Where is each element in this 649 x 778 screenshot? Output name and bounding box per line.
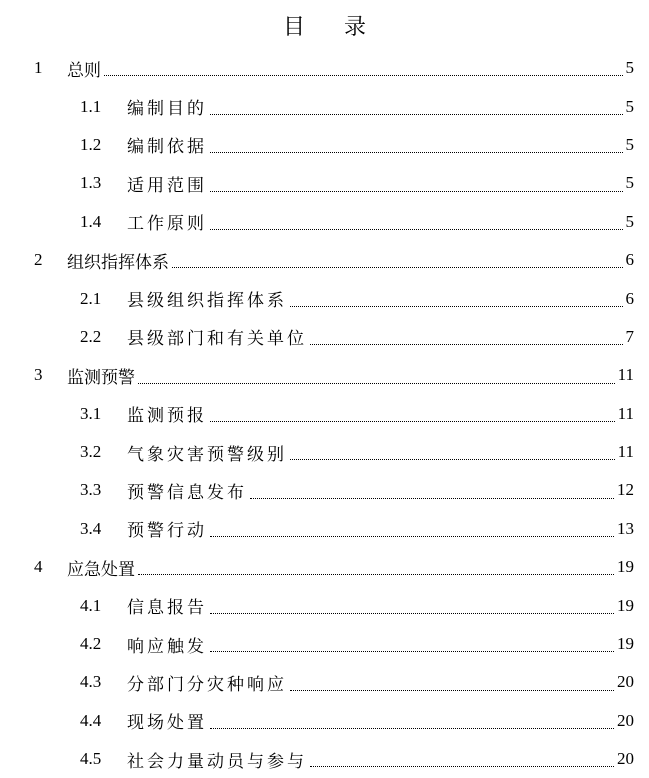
toc-section-entry[interactable] xyxy=(0,87,649,125)
toc-entry-number: 2.1 xyxy=(80,288,102,308)
toc-entry-page-number: 20 xyxy=(617,749,634,769)
dot-leader xyxy=(210,114,623,115)
toc-entry-label: 县级部门和有关单位 xyxy=(127,329,307,350)
toc-entry-label: 信息报告 xyxy=(127,598,207,619)
toc-entry-page-number: 5 xyxy=(625,58,634,78)
toc-section-entry[interactable] xyxy=(0,663,649,701)
toc-entry-page-number: 11 xyxy=(617,442,634,462)
toc-entry-page-number: 6 xyxy=(625,250,634,270)
toc-chapter-entry[interactable] xyxy=(0,241,649,279)
toc-entry-label: 工作原则 xyxy=(127,214,207,235)
toc-section-entry[interactable] xyxy=(0,126,649,164)
toc-entry-number: 1.2 xyxy=(80,134,102,154)
toc-entry-number: 2.2 xyxy=(80,326,102,346)
toc-entry-number: 1.1 xyxy=(80,96,102,116)
toc-entry-number: 4.1 xyxy=(80,595,102,615)
toc-entry-page-number: 5 xyxy=(625,96,634,116)
dot-leader xyxy=(310,344,623,345)
toc-entry-label: 社会力量动员与参与 xyxy=(127,751,307,772)
toc-entry-number: 4 xyxy=(34,557,43,577)
toc-entry-page-number: 20 xyxy=(617,710,634,730)
toc-entry-page-number: 5 xyxy=(625,134,634,154)
dot-leader xyxy=(138,383,615,384)
dot-leader xyxy=(210,229,623,230)
toc-section-entry[interactable] xyxy=(0,702,649,740)
toc-entry-number: 4.4 xyxy=(80,710,102,730)
toc-title: 目 录 xyxy=(283,15,382,40)
toc-list xyxy=(0,49,649,778)
dot-leader xyxy=(290,306,623,307)
dot-leader xyxy=(250,498,614,499)
toc-entry-page-number: 5 xyxy=(625,211,634,231)
toc-entry-page-number: 11 xyxy=(617,365,634,385)
toc-entry-label: 应急处置 xyxy=(67,559,135,580)
toc-entry-label: 气象灾害预警级别 xyxy=(127,444,287,465)
dot-leader xyxy=(210,421,615,422)
toc-section-entry[interactable] xyxy=(0,203,649,241)
toc-entry-number: 3.4 xyxy=(80,518,102,538)
toc-entry-label: 响应触发 xyxy=(127,636,207,657)
dot-leader xyxy=(210,613,614,614)
toc-entry-page-number: 5 xyxy=(625,173,634,193)
dot-leader xyxy=(290,459,615,460)
dot-leader xyxy=(210,651,614,652)
toc-section-entry[interactable] xyxy=(0,164,649,202)
toc-entry-page-number: 20 xyxy=(617,672,634,692)
toc-section-entry[interactable] xyxy=(0,433,649,471)
toc-entry-label: 分部门分灾种响应 xyxy=(127,674,287,695)
toc-entry-label: 预警信息发布 xyxy=(127,482,247,503)
toc-entry-page-number: 19 xyxy=(617,634,634,654)
toc-entry-page-number: 6 xyxy=(625,288,634,308)
toc-entry-number: 2 xyxy=(34,250,43,270)
toc-chapter-entry[interactable] xyxy=(0,356,649,394)
dot-leader xyxy=(290,690,614,691)
toc-section-entry[interactable] xyxy=(0,510,649,548)
toc-entry-page-number: 19 xyxy=(617,557,634,577)
toc-entry-label: 监测预警 xyxy=(67,367,135,388)
toc-entry-number: 1.3 xyxy=(80,173,102,193)
toc-entry-number: 3 xyxy=(34,365,43,385)
dot-leader xyxy=(210,152,623,153)
toc-entry-label: 总则 xyxy=(67,60,101,81)
toc-entry-number: 3.3 xyxy=(80,480,102,500)
toc-entry-number: 1 xyxy=(34,58,43,78)
toc-entry-page-number: 7 xyxy=(625,326,634,346)
dot-leader xyxy=(210,536,614,537)
toc-chapter-entry[interactable] xyxy=(0,548,649,586)
toc-entry-label: 编制依据 xyxy=(127,137,207,158)
toc-entry-label: 预警行动 xyxy=(127,521,207,542)
toc-entry-label: 现场处置 xyxy=(127,713,207,734)
toc-entry-page-number: 12 xyxy=(617,480,634,500)
toc-entry-label: 监测预报 xyxy=(127,406,207,427)
toc-entry-label: 县级组织指挥体系 xyxy=(127,291,287,312)
toc-entry-number: 3.1 xyxy=(80,403,102,423)
toc-entry-label: 编制目的 xyxy=(127,99,207,120)
dot-leader xyxy=(310,766,614,767)
toc-entry-label: 适用范围 xyxy=(127,175,207,196)
toc-entry-number: 3.2 xyxy=(80,442,102,462)
toc-entry-number: 4.3 xyxy=(80,672,102,692)
dot-leader xyxy=(210,728,614,729)
toc-section-entry[interactable] xyxy=(0,318,649,356)
toc-entry-label: 组织指挥体系 xyxy=(67,252,169,273)
toc-section-entry[interactable] xyxy=(0,740,649,778)
toc-section-entry[interactable] xyxy=(0,395,649,433)
toc-section-entry[interactable] xyxy=(0,586,649,624)
dot-leader xyxy=(138,574,614,575)
toc-entry-number: 1.4 xyxy=(80,211,102,231)
dot-leader xyxy=(104,75,623,76)
dot-leader xyxy=(210,191,623,192)
toc-entry-page-number: 11 xyxy=(617,403,634,423)
toc-chapter-entry[interactable] xyxy=(0,49,649,87)
toc-entry-number: 4.5 xyxy=(80,749,102,769)
toc-entry-number: 4.2 xyxy=(80,634,102,654)
toc-section-entry[interactable] xyxy=(0,279,649,317)
toc-section-entry[interactable] xyxy=(0,625,649,663)
dot-leader xyxy=(172,267,623,268)
toc-section-entry[interactable] xyxy=(0,471,649,509)
toc-entry-page-number: 13 xyxy=(617,518,634,538)
toc-entry-page-number: 19 xyxy=(617,595,634,615)
